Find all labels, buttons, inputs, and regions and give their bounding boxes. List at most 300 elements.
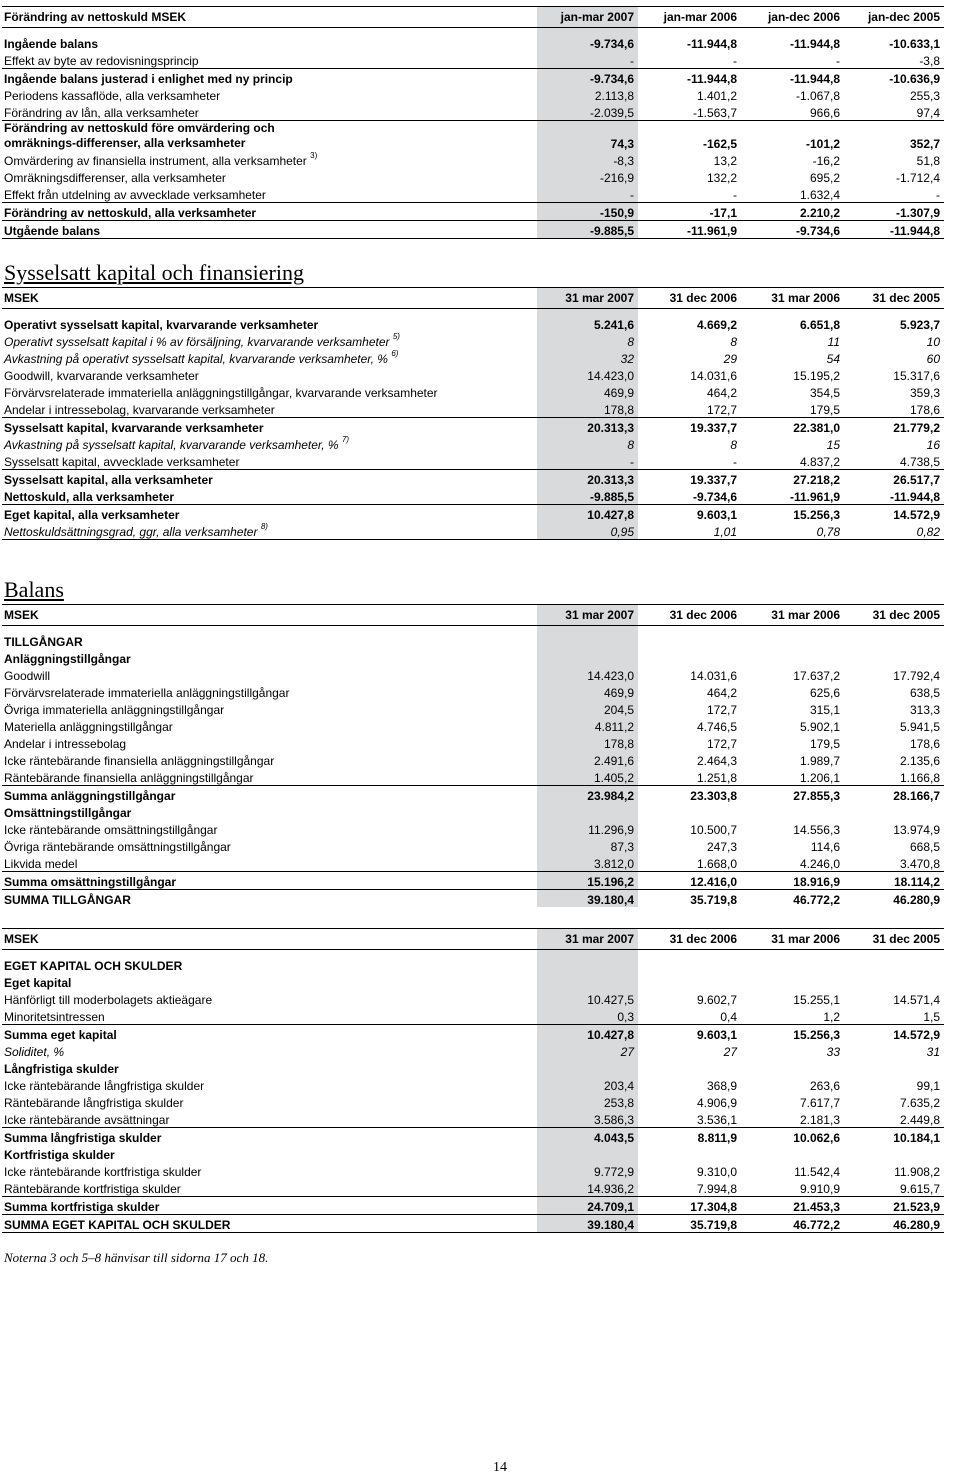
table-row [2, 221, 944, 239]
row-label: Omsättningstillgångar [4, 806, 132, 820]
column-header: 31 dec 2006 [638, 605, 741, 626]
cell-value: 9.615,7 [844, 1179, 944, 1197]
cell-value: 9.602,7 [696, 993, 737, 1007]
cell-value: 1.401,2 [696, 89, 737, 103]
cell-value: -10.633,1 [889, 37, 940, 51]
cell-value: 27 [537, 1042, 638, 1059]
row-label: Förändring av nettoskuld, alla verksamheter [2, 203, 537, 221]
row-label: Goodwill [4, 669, 51, 683]
table-row [2, 1007, 944, 1025]
column-header: 31 mar 2006 [741, 605, 844, 626]
cell-value: 695,2 [809, 171, 840, 185]
cell-value: 10.500,7 [690, 823, 737, 837]
cell-value: 2.135,6 [899, 754, 940, 768]
table-row [2, 418, 944, 436]
cell-value: 625,6 [809, 686, 840, 700]
cell-value: -11.944,8 [844, 221, 944, 239]
cell-value: 51,8 [916, 154, 940, 168]
cell-value: 1.668,0 [638, 854, 741, 872]
row-label: Ingående balans [4, 37, 99, 51]
table-row [2, 435, 944, 452]
cell-value: -1.712,4 [895, 171, 940, 185]
cell-value: 12.416,0 [638, 872, 741, 890]
cell-value: 4.043,5 [537, 1128, 638, 1146]
cell-value: 14.423,0 [537, 366, 638, 383]
cell-value: 15.256,3 [793, 508, 840, 522]
table-row [2, 1042, 944, 1059]
cell-value [537, 1059, 638, 1076]
cell-value: 35.719,8 [638, 1215, 741, 1233]
cell-value: 14.556,3 [793, 823, 840, 837]
cell-value: - [638, 185, 741, 203]
cell-value [537, 973, 638, 990]
cell-value: 11.296,9 [537, 820, 638, 837]
table-row [2, 505, 944, 523]
row-label: Långfristiga skulder [4, 1062, 119, 1076]
cell-value: 8.811,9 [697, 1131, 737, 1145]
cell-value: 359,3 [909, 386, 940, 400]
cell-value: 263,6 [809, 1079, 840, 1093]
table-row [2, 683, 944, 700]
cell-value: 1.405,2 [537, 768, 638, 786]
table-row [2, 203, 944, 221]
cell-value: 39.180,4 [537, 1215, 638, 1233]
cell-value: 10.427,5 [537, 990, 638, 1007]
table-header-row [2, 7, 944, 28]
cell-value: 17.304,8 [638, 1197, 741, 1215]
row-label: EGET KAPITAL OCH SKULDER [4, 959, 183, 973]
cell-value: 21.453,3 [741, 1197, 844, 1215]
cell-value: 204,5 [537, 700, 638, 717]
footnote-ref: 3) [310, 151, 318, 160]
cell-value: 46.772,2 [741, 1215, 844, 1233]
row-label: Utgående balans [2, 221, 537, 239]
cell-value: 10 [926, 335, 940, 349]
cell-value: 22.381,0 [793, 421, 840, 435]
table-row [2, 1179, 944, 1197]
table-row [2, 349, 944, 366]
column-header: 31 dec 2005 [844, 929, 944, 950]
table-row [2, 121, 944, 152]
column-header-label: MSEK [2, 288, 537, 309]
cell-value: 46.280,9 [844, 1215, 944, 1233]
cell-value: 1.166,8 [844, 768, 944, 786]
table-row [2, 1076, 944, 1093]
cell-value: -11.944,8 [789, 37, 840, 51]
row-label: Goodwill, kvarvarande verksamheter [4, 369, 199, 383]
column-header: 31 dec 2005 [844, 605, 944, 626]
cell-value: 352,7 [909, 137, 940, 151]
cell-value: 1,5 [844, 1007, 944, 1025]
cell-value [638, 956, 741, 973]
section-title-balans: Balans [4, 577, 64, 602]
row-label: Hänförligt till moderbolagets aktieägare [4, 993, 213, 1007]
cell-value: 7.635,2 [899, 1096, 940, 1110]
cell-value: 15.256,3 [793, 1028, 840, 1042]
cell-value: 668,5 [909, 840, 940, 854]
table-row [2, 1025, 944, 1043]
cell-value: 27.218,2 [793, 473, 840, 487]
cell-value: 0,3 [537, 1007, 638, 1025]
row-label: Icke räntebärande avsättningar [2, 1110, 537, 1128]
table-row [2, 666, 944, 683]
cell-value: 179,5 [809, 737, 840, 751]
cell-value [741, 649, 844, 666]
cell-value: 1.989,7 [799, 754, 840, 768]
cell-value: -1.563,7 [638, 103, 741, 121]
cell-value: 14.423,0 [537, 666, 638, 683]
row-label: Omräkningsdifferenser, alla verksamheter [4, 171, 226, 185]
table-row [2, 700, 944, 717]
row-label: Sysselsatt kapital, avvecklade verksamheter [2, 452, 537, 470]
cell-value [844, 632, 944, 649]
row-label: Förändring av nettoskuld före omvärdering och omräknings-differenser, alla verksamheter [4, 121, 275, 150]
row-label: Icke räntebärande långfristiga skulder [4, 1079, 205, 1093]
row-label: Avkastning på operativt sysselsatt kapital, kvarvarande verksamheter, % $^{6)}$ [4, 349, 399, 366]
table-row [2, 751, 944, 768]
column-header: jan-mar 2007 [537, 7, 638, 28]
cell-value: 313,3 [909, 703, 940, 717]
row-label: Räntebärande kortfristiga skulder [2, 1179, 537, 1197]
cell-value: 464,2 [706, 386, 737, 400]
cell-value: 11.542,4 [794, 1165, 840, 1179]
cell-value: 8 [537, 332, 638, 349]
cell-value: 253,8 [537, 1093, 638, 1110]
column-header-label: Förändring av nettoskuld MSEK [2, 7, 537, 28]
cell-value: 2.464,3 [696, 754, 737, 768]
cell-value [537, 1145, 638, 1162]
cell-value: 469,9 [537, 383, 638, 400]
cell-value [741, 973, 844, 990]
cell-value: 28.166,7 [893, 789, 940, 803]
cell-value: 11 [827, 335, 840, 349]
cell-value: - [638, 51, 741, 69]
table-row [2, 1110, 944, 1128]
row-label: Soliditet, % [4, 1045, 65, 1059]
row-label: Summa anläggningstillgångar [4, 789, 176, 803]
cell-value: 46.772,2 [793, 893, 840, 907]
cell-value: 5.241,6 [537, 315, 638, 332]
cell-value: 20.313,3 [537, 418, 638, 436]
cell-value [537, 956, 638, 973]
cell-value: 21.523,9 [844, 1197, 944, 1215]
cell-value: 4.669,2 [696, 318, 737, 332]
row-label: Operativt sysselsatt kapital, kvarvarande verksamheter [4, 318, 319, 332]
column-header: 31 dec 2005 [844, 288, 944, 309]
cell-value: 4.738,5 [844, 452, 944, 470]
cell-value [638, 1145, 741, 1162]
cell-value: -8,3 [537, 151, 638, 168]
cell-value [741, 1059, 844, 1076]
page-number: 14 [493, 1460, 507, 1475]
table-row [2, 786, 944, 804]
cell-value: 5.923,7 [899, 318, 940, 332]
row-label: Eget kapital [4, 976, 72, 990]
cell-value: -216,9 [537, 168, 638, 185]
cell-value: -3,8 [844, 51, 944, 69]
cell-value: 6.651,8 [799, 318, 840, 332]
cell-value: 255,3 [909, 89, 940, 103]
cell-value: 24.709,1 [537, 1197, 638, 1215]
cell-value: 5.941,5 [899, 720, 940, 734]
cell-value [844, 649, 944, 666]
cell-value [844, 803, 944, 820]
cell-value: -11.944,8 [686, 72, 737, 86]
cell-value: 15.255,1 [793, 993, 840, 1007]
cell-value: -11.944,8 [686, 37, 737, 51]
row-label: Anläggningstillgångar [4, 652, 131, 666]
row-label: Summa eget kapital [4, 1028, 117, 1042]
row-label: Minoritetsintressen [2, 1007, 537, 1025]
cell-value: - [741, 51, 844, 69]
cell-value: 5.902,1 [799, 720, 840, 734]
sysselsatt-kapital-table [2, 287, 944, 540]
cell-value: 11.908,2 [894, 1165, 940, 1179]
table-row [2, 990, 944, 1007]
cell-value: -10.636,9 [889, 72, 940, 86]
cell-value: 3.536,1 [638, 1110, 741, 1128]
table-row [2, 51, 944, 69]
cell-value: -11.944,8 [789, 72, 840, 86]
cell-value: 2.491,6 [537, 751, 638, 768]
cell-value: 99,1 [916, 1079, 940, 1093]
cell-value: 132,2 [706, 171, 737, 185]
cell-value: 74,3 [537, 121, 638, 152]
footnote-ref: 5) [392, 332, 400, 341]
row-label: Nettoskuld, alla verksamheter [2, 487, 537, 505]
cell-value: 14.031,6 [690, 669, 737, 683]
row-label: Avkastning på sysselsatt kapital, kvarvarande verksamheter, % $^{7)}$ [4, 435, 350, 452]
table-row [2, 452, 944, 470]
cell-value: 10.427,8 [537, 505, 638, 523]
table-row [2, 973, 944, 990]
table-row [2, 86, 944, 103]
cell-value: -17,1 [638, 203, 741, 221]
cell-value: 2.113,8 [537, 86, 638, 103]
balans-tillgangar-table [2, 604, 944, 907]
balans-skulder-table [2, 928, 944, 1233]
column-header: 31 mar 2007 [537, 605, 638, 626]
row-label: Förändring av lån, alla verksamheter [2, 103, 537, 121]
cell-value [638, 1059, 741, 1076]
table-row [2, 487, 944, 505]
row-label: Summa kortfristiga skulder [2, 1197, 537, 1215]
cell-value: -11.961,9 [638, 221, 741, 239]
cell-value: 19.337,7 [690, 473, 737, 487]
cell-value: 966,6 [741, 103, 844, 121]
cell-value: - [537, 452, 638, 470]
cell-value: 4.906,9 [696, 1096, 737, 1110]
cell-value: 7.617,7 [799, 1096, 840, 1110]
cell-value: 14.572,9 [893, 508, 940, 522]
table-row [2, 649, 944, 666]
cell-value: 3.812,0 [537, 854, 638, 872]
cell-value: -9.885,5 [537, 487, 638, 505]
column-header: jan-dec 2005 [844, 7, 944, 28]
row-label: Räntebärande finansiella anläggningstillgångar [2, 768, 537, 786]
cell-value: 114,6 [810, 840, 840, 854]
cell-value: 13.974,9 [893, 823, 940, 837]
footnote-ref: 6) [391, 349, 399, 358]
cell-value: 2.449,8 [844, 1110, 944, 1128]
row-label: Förvärvsrelaterade immateriella anläggningstillgångar [4, 686, 290, 700]
table-row [2, 890, 944, 908]
row-label: Andelar i intressebolag, kvarvarande verksamheter [2, 400, 537, 418]
table-row [2, 151, 944, 168]
table-row [2, 1145, 944, 1162]
cell-value: -2.039,5 [537, 103, 638, 121]
cell-value: 14.571,4 [893, 993, 940, 1007]
cell-value: 10.427,8 [537, 1025, 638, 1043]
cell-value: 9.772,9 [537, 1162, 638, 1179]
cell-value: 15.196,2 [537, 872, 638, 890]
table-row [2, 1215, 944, 1233]
column-header: 31 dec 2006 [638, 288, 741, 309]
row-label: Icke räntebärande finansiella anläggningstillgångar [4, 754, 275, 768]
cell-value [638, 973, 741, 990]
table-row [2, 185, 944, 203]
cell-value [844, 956, 944, 973]
cell-value: 27.855,3 [793, 789, 840, 803]
cell-value: -1.067,8 [795, 89, 840, 103]
cell-value: 10.184,1 [893, 1131, 940, 1145]
cell-value: 54 [826, 352, 840, 366]
table-row [2, 315, 944, 332]
row-label: Materiella anläggningstillgångar [4, 720, 173, 734]
cell-value: - [537, 185, 638, 203]
column-header: 31 mar 2007 [537, 288, 638, 309]
cell-value: 17.637,2 [793, 669, 840, 683]
cell-value: 8 [730, 335, 737, 349]
cell-value: -11.961,9 [741, 487, 844, 505]
cell-value: 2.210,2 [741, 203, 844, 221]
cell-value [537, 632, 638, 649]
table-row [2, 366, 944, 383]
cell-value: -9.734,6 [638, 487, 741, 505]
footnote: Noterna 3 och 5–8 hänvisar till sidorna 17 och 18. [4, 1250, 269, 1265]
row-label: Omvärdering av finansiella instrument, alla verksamheter $^{3)}$ [4, 151, 318, 168]
cell-value: -162,5 [702, 137, 737, 151]
cell-value: 178,8 [537, 734, 638, 751]
cell-value [741, 803, 844, 820]
cell-value: 18.114,2 [844, 872, 944, 890]
row-label: Summa långfristiga skulder [4, 1131, 162, 1145]
cell-value: 14.936,2 [537, 1179, 638, 1197]
row-label: Icke räntebärande omsättningstillgångar [4, 823, 218, 837]
cell-value: 32 [537, 349, 638, 366]
table-row [2, 1162, 944, 1179]
table-row [2, 400, 944, 418]
cell-value: 8 [537, 435, 638, 452]
table-row [2, 383, 944, 400]
row-label: Förvärvsrelaterade immateriella anläggningstillgångar, kvarvarande verksamheter [4, 386, 438, 400]
cell-value: 13,2 [713, 154, 737, 168]
cell-value: 27 [723, 1045, 737, 1059]
row-label: Periodens kassaflöde, alla verksamheter [4, 89, 221, 103]
table-row [2, 717, 944, 734]
row-label: Likvida medel [2, 854, 537, 872]
cell-value [741, 632, 844, 649]
cell-value: -1.307,9 [844, 203, 944, 221]
cell-value: 9.310,0 [696, 1165, 737, 1179]
cell-value: 87,3 [537, 837, 638, 854]
cell-value: -9.885,5 [537, 221, 638, 239]
table-row [2, 837, 944, 854]
cell-value: 4.246,0 [741, 854, 844, 872]
cell-value: 23.303,8 [690, 789, 737, 803]
table-row [2, 1059, 944, 1076]
cell-value [844, 1145, 944, 1162]
cell-value: - [638, 452, 741, 470]
cell-value: 464,2 [706, 686, 737, 700]
row-label: Kortfristiga skulder [4, 1148, 115, 1162]
table-header-row [2, 929, 944, 950]
cell-value: 247,3 [706, 840, 737, 854]
row-label: SUMMA EGET KAPITAL OCH SKULDER [2, 1215, 537, 1233]
cell-value: 3.586,3 [537, 1110, 638, 1128]
cell-value: 9.910,9 [741, 1179, 844, 1197]
footnote-ref: 7) [341, 435, 350, 444]
table-row [2, 1093, 944, 1110]
cell-value: - [844, 185, 944, 203]
cell-value: 4.811,2 [537, 717, 638, 734]
cell-value: 31 [926, 1045, 940, 1059]
cell-value: 1.251,8 [638, 768, 741, 786]
table-row [2, 522, 944, 540]
cell-value: 1,2 [741, 1007, 844, 1025]
row-label: Räntebärande långfristiga skulder [4, 1096, 184, 1110]
cell-value [638, 649, 741, 666]
cell-value: 203,4 [537, 1076, 638, 1093]
column-header: 31 mar 2006 [741, 929, 844, 950]
row-label: Övriga immateriella anläggningstillgångar [4, 703, 225, 717]
cell-value: 469,9 [537, 683, 638, 700]
row-label: Icke räntebärande kortfristiga skulder [4, 1165, 202, 1179]
row-label: Ingående balans justerad i enlighet med ny princip [4, 72, 293, 86]
cell-value: 172,7 [706, 737, 737, 751]
row-label: Effekt från utdelning av avvecklade verksamheter [2, 185, 537, 203]
cell-value: 10.062,6 [793, 1131, 840, 1145]
section-title-sysselsatt-kapital: Sysselsatt kapital och finansiering [4, 260, 304, 285]
cell-value: -150,9 [537, 203, 638, 221]
footnote-ref: 8) [260, 522, 268, 531]
row-label: Övriga räntebärande omsättningstillgångar [4, 840, 231, 854]
table-row [2, 768, 944, 786]
cell-value: 46.280,9 [893, 893, 940, 907]
row-label: Summa omsättningstillgångar [2, 872, 537, 890]
cell-value: 60 [926, 352, 940, 366]
table-row [2, 69, 944, 87]
cell-value: 4.837,2 [741, 452, 844, 470]
table-row [2, 1128, 944, 1146]
row-label: Eget kapital, alla verksamheter [4, 508, 180, 522]
cell-value: 35.719,8 [690, 893, 737, 907]
nettoskuld-table [2, 6, 944, 239]
table-row [2, 632, 944, 649]
cell-value: 97,4 [844, 103, 944, 121]
cell-value [537, 803, 638, 820]
cell-value: 1,01 [638, 522, 741, 540]
table-row [2, 168, 944, 185]
cell-value: 178,6 [909, 737, 940, 751]
column-header-label: MSEK [2, 929, 537, 950]
row-label: Nettoskuldsättningsgrad, ggr, alla verksamheter $^{8)}$ [2, 522, 537, 540]
table-header-row [2, 288, 944, 309]
table-row [2, 872, 944, 890]
cell-value: 8 [730, 438, 737, 452]
table-row [2, 470, 944, 488]
cell-value: - [537, 51, 638, 69]
